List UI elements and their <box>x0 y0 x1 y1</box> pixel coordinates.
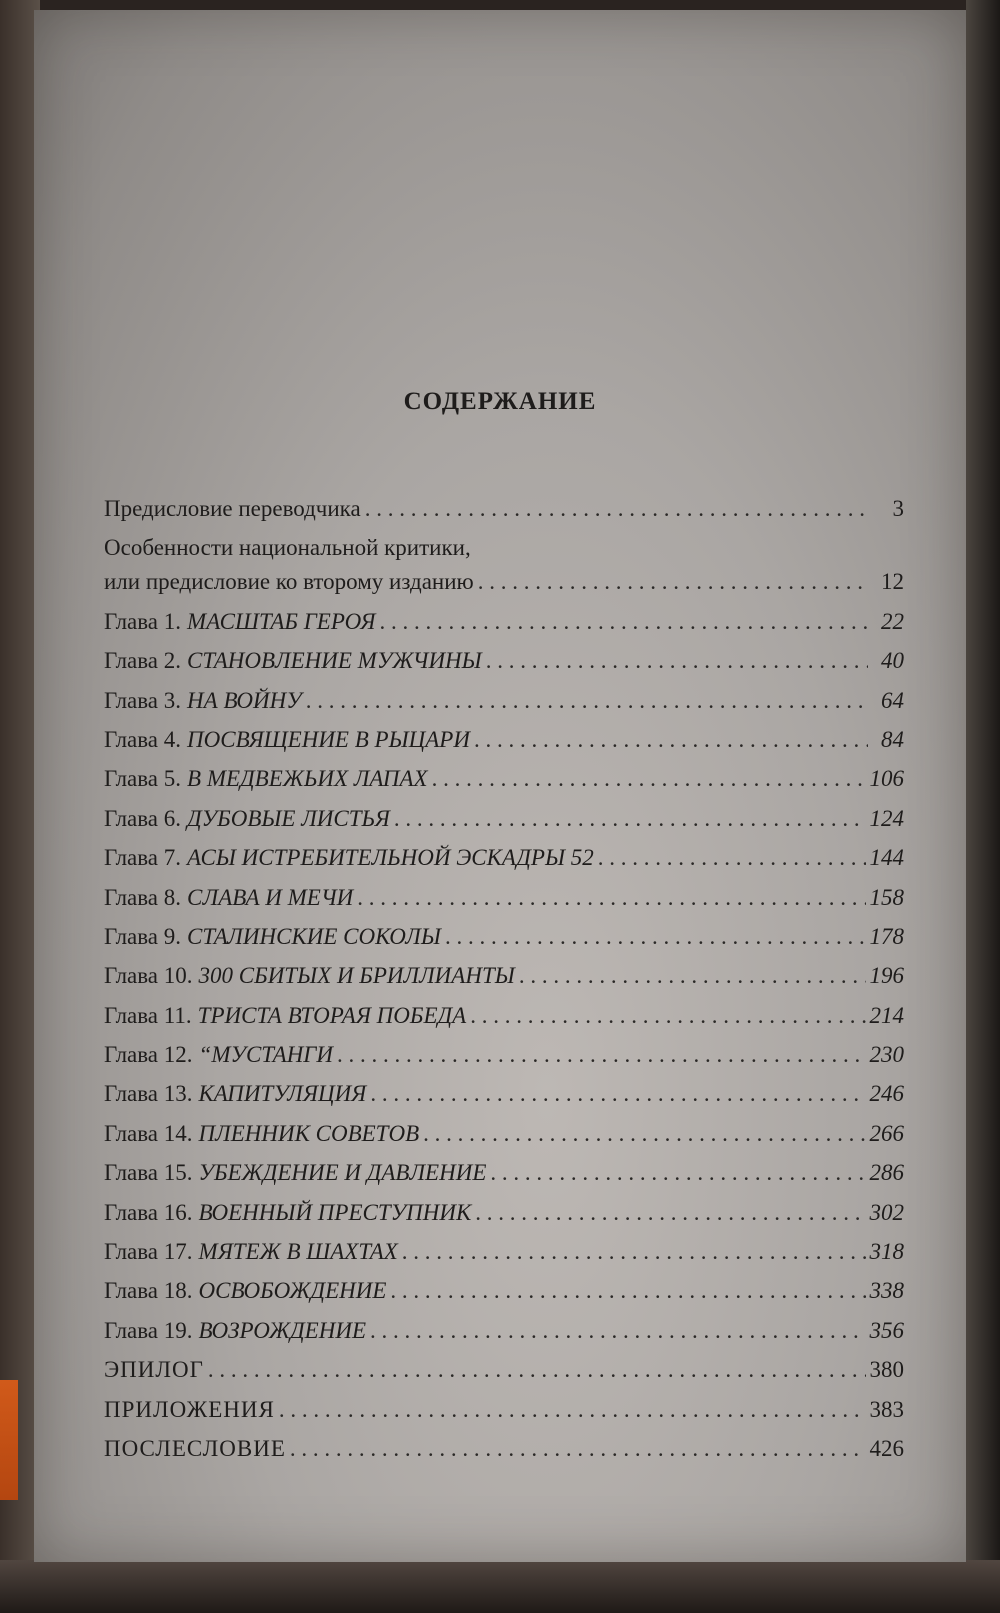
toc-entry-title: ПОСЛЕСЛОВИЕ <box>104 1435 286 1461</box>
chapter-title: ПОСВЯЩЕНИЕ В РЫЦАРИ <box>187 726 470 752</box>
chapter-label: Глава 12. <box>104 1042 193 1068</box>
toc-entry-chapter <box>104 1042 904 1081</box>
toc-entry-page: 380 <box>869 1357 904 1383</box>
chapter-title: СЛАВА И МЕЧИ <box>187 884 354 910</box>
dot-leader <box>365 496 868 522</box>
toc-entry-chapter <box>104 885 904 924</box>
toc-entry-chapter <box>104 1003 904 1042</box>
book-page <box>34 10 966 1562</box>
toc-entry-back <box>104 1357 904 1396</box>
toc-entry-page: 124 <box>869 805 904 831</box>
dot-leader <box>490 1160 865 1186</box>
dot-leader <box>279 1397 866 1423</box>
dot-leader <box>290 1436 866 1462</box>
chapter-list <box>104 609 904 1357</box>
chapter-label: Глава 6. <box>104 805 182 831</box>
toc-entry-chapter <box>104 1200 904 1239</box>
toc-entry-page: 196 <box>869 963 904 989</box>
chapter-title: МЯТЕЖ В ШАХТАХ <box>198 1239 398 1265</box>
dot-leader <box>478 569 868 595</box>
toc-entry-chapter <box>104 963 904 1002</box>
page-bottom-edge <box>0 1560 1000 1613</box>
table-of-contents <box>104 496 904 1475</box>
chapter-title: КАПИТУЛЯЦИЯ <box>198 1081 367 1107</box>
toc-entry-title: Предисловие переводчика <box>104 496 361 521</box>
chapter-label: Глава 10. <box>104 963 193 989</box>
dot-leader <box>486 648 868 674</box>
chapter-label: Глава 2. <box>104 648 182 674</box>
chapter-title: ТРИСТА ВТОРАЯ ПОБЕДА <box>197 1002 467 1028</box>
dot-leader <box>394 806 866 832</box>
chapter-title: МАСШТАБ ГЕРОЯ <box>187 608 376 634</box>
toc-entry-critique-line1 <box>104 535 904 569</box>
toc-entry-chapter <box>104 1121 904 1160</box>
toc-entry-page: 22 <box>881 608 904 634</box>
chapter-label: Глава 13. <box>104 1081 193 1107</box>
toc-entry-chapter <box>104 609 904 648</box>
toc-entry-chapter <box>104 806 904 845</box>
toc-entry-chapter <box>104 766 904 805</box>
dot-leader <box>370 1318 866 1344</box>
page-title: СОДЕРЖАНИЕ <box>403 388 597 415</box>
chapter-label: Глава 3. <box>104 687 182 713</box>
toc-entry-chapter <box>104 648 904 687</box>
toc-entry-chapter <box>104 924 904 963</box>
chapter-label: Глава 4. <box>104 726 182 752</box>
chapter-label: Глава 8. <box>104 884 182 910</box>
toc-entry-page: 178 <box>869 923 904 949</box>
chapter-label: Глава 18. <box>104 1278 193 1304</box>
toc-entry-back <box>104 1436 904 1475</box>
chapter-label: Глава 9. <box>104 923 182 949</box>
toc-entry-chapter <box>104 688 904 727</box>
toc-entry-title: Особенности национальной критики, <box>104 535 471 561</box>
back-matter-list <box>104 1357 904 1475</box>
chapter-title: ПЛЕННИК СОВЕТОВ <box>198 1120 420 1146</box>
chapter-label: Глава 1. <box>104 608 182 634</box>
dot-leader <box>474 727 868 753</box>
toc-entry-page: 214 <box>869 1002 904 1028</box>
toc-entry-page: 356 <box>869 1317 904 1343</box>
toc-entry-preface <box>104 496 904 535</box>
chapter-label: Глава 19. <box>104 1317 193 1343</box>
chapter-title: СТАНОВЛЕНИЕ МУЖЧИНЫ <box>187 648 482 674</box>
dot-leader <box>390 1278 865 1304</box>
dot-leader <box>370 1081 865 1107</box>
chapter-title: ВОЗРОЖДЕНИЕ <box>198 1317 366 1343</box>
dot-leader <box>445 924 866 950</box>
toc-entry-page: 144 <box>869 845 904 871</box>
toc-entry-chapter <box>104 1278 904 1317</box>
dot-leader <box>598 845 866 871</box>
toc-entry-page: 286 <box>869 1160 904 1186</box>
dot-leader <box>423 1121 865 1147</box>
chapter-label: Глава 16. <box>104 1199 193 1225</box>
chapter-label: Глава 17. <box>104 1239 193 1265</box>
toc-entry-chapter <box>104 1318 904 1357</box>
toc-entry-page: 266 <box>869 1120 904 1146</box>
chapter-title: В МЕДВЕЖЬИХ ЛАПАХ <box>187 766 428 792</box>
dot-leader <box>402 1239 866 1265</box>
chapter-label: Глава 5. <box>104 766 182 792</box>
chapter-title: АСЫ ИСТРЕБИТЕЛЬНОЙ ЭСКАДРЫ 52 <box>187 845 594 871</box>
toc-entry-page: 318 <box>869 1239 904 1265</box>
chapter-title: ДУБОВЫЕ ЛИСТЬЯ <box>187 805 390 831</box>
toc-entry-chapter <box>104 1160 904 1199</box>
toc-entry-page: 302 <box>869 1199 904 1225</box>
chapter-title: ВОЕННЫЙ ПРЕСТУПНИК <box>198 1199 472 1225</box>
toc-entry-page: 3 <box>892 496 904 521</box>
chapter-title: УБЕЖДЕНИЕ И ДАВЛЕНИЕ <box>198 1160 487 1186</box>
background-object <box>0 1380 18 1500</box>
toc-entry-chapter <box>104 727 904 766</box>
chapter-title: НА ВОЙНУ <box>187 687 302 713</box>
dot-leader <box>379 609 868 635</box>
toc-entry-chapter <box>104 845 904 884</box>
toc-entry-page: 12 <box>881 569 904 595</box>
toc-entry-title: или предисловие ко второму изданию <box>104 569 474 595</box>
chapter-title: СТАЛИНСКИЕ СОКОЛЫ <box>187 923 441 949</box>
toc-entry-chapter <box>104 1081 904 1120</box>
chapter-label: Глава 14. <box>104 1120 193 1146</box>
toc-entry-page: 230 <box>869 1042 904 1068</box>
toc-entry-page: 40 <box>881 648 904 674</box>
dot-leader <box>337 1042 866 1068</box>
chapter-title: “МУСТАНГИ <box>198 1042 333 1068</box>
toc-entry-page: 84 <box>881 726 904 752</box>
chapter-label: Глава 11. <box>104 1002 192 1028</box>
toc-entry-page: 426 <box>869 1435 904 1461</box>
chapter-title: ОСВОБОЖДЕНИЕ <box>198 1278 387 1304</box>
toc-entry-back <box>104 1397 904 1436</box>
dot-leader <box>208 1357 866 1383</box>
dot-leader <box>475 1200 865 1226</box>
toc-entry-page: 64 <box>881 687 904 713</box>
dot-leader <box>357 885 865 911</box>
toc-entry-page: 246 <box>869 1081 904 1107</box>
toc-entry-critique <box>104 569 904 608</box>
toc-entry-page: 383 <box>869 1396 904 1422</box>
dot-leader <box>519 963 866 989</box>
page-right-edge <box>966 0 1000 1613</box>
chapter-label: Глава 7. <box>104 845 182 871</box>
toc-entry-page: 158 <box>869 884 904 910</box>
toc-entry-chapter <box>104 1239 904 1278</box>
toc-entry-title: ПРИЛОЖЕНИЯ <box>104 1396 275 1422</box>
dot-leader <box>306 688 868 714</box>
toc-entry-title: ЭПИЛОГ <box>104 1357 204 1383</box>
toc-entry-page: 338 <box>869 1278 904 1304</box>
chapter-label: Глава 15. <box>104 1160 193 1186</box>
toc-entry-page: 106 <box>869 766 904 792</box>
dot-leader <box>470 1003 865 1029</box>
dot-leader <box>432 766 866 792</box>
chapter-title: 300 СБИТЫХ И БРИЛЛИАНТЫ <box>198 963 515 989</box>
